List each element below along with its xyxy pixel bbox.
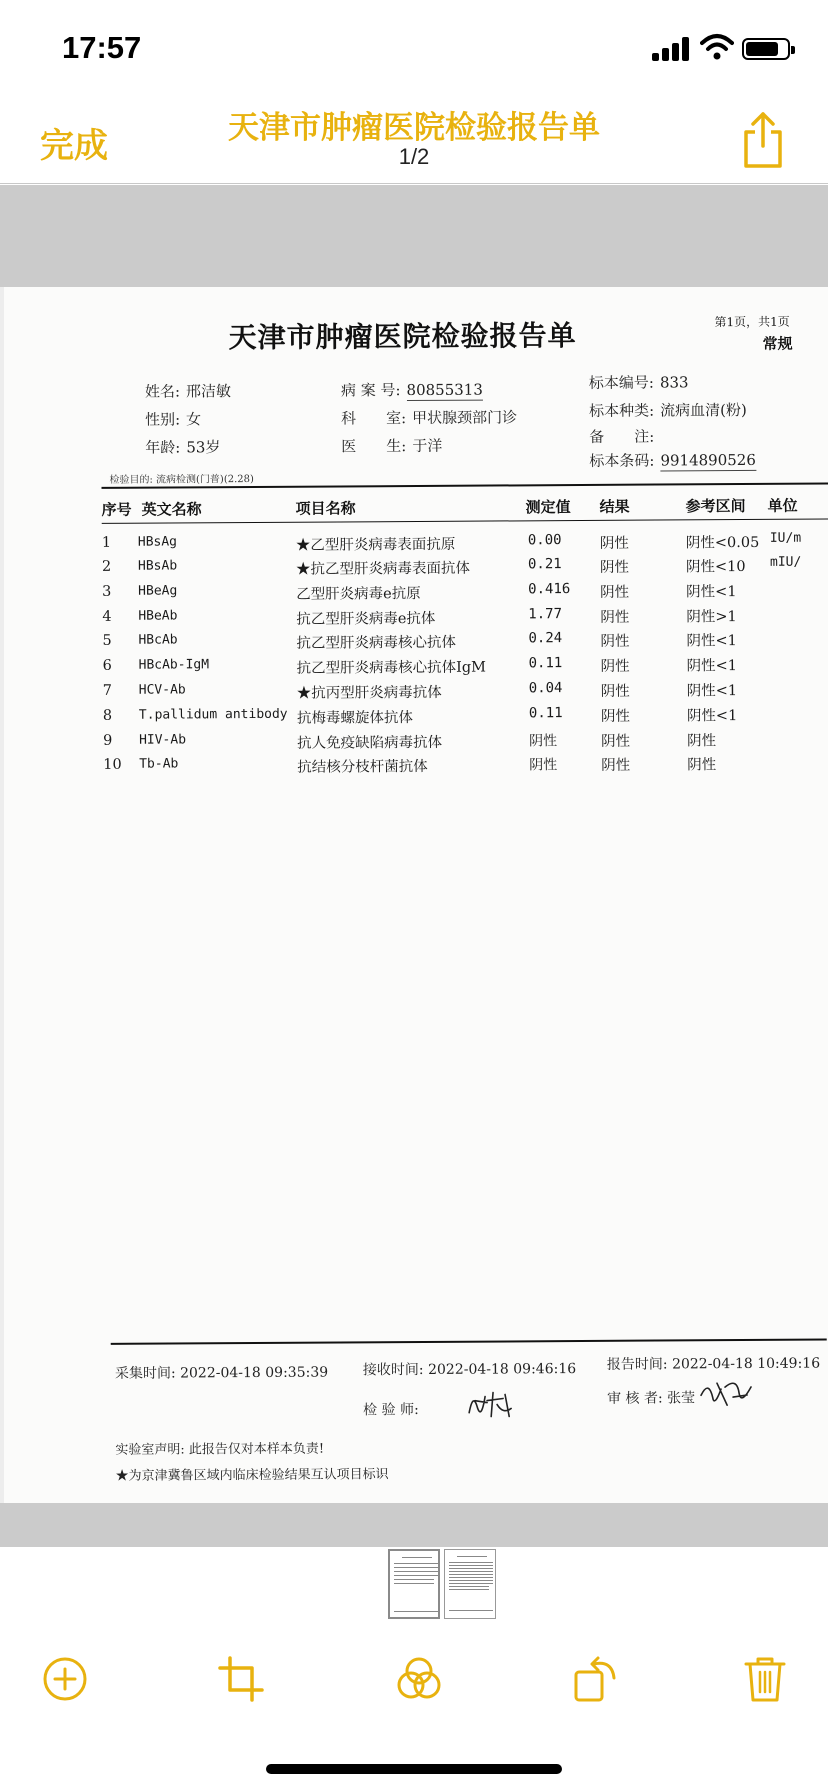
cellular-signal-icon	[652, 37, 690, 61]
trash-icon[interactable]	[740, 1654, 790, 1704]
record-number: 病 案 号: 80855313	[340, 380, 483, 400]
table-row: 6 HBcAb-IgM 抗乙型肝炎病毒核心抗体IgM 0.11 阴性 阴性<1	[102, 655, 738, 677]
status-time: 17:57	[62, 30, 142, 65]
reviewer-signature	[697, 1375, 757, 1409]
battery-icon	[742, 38, 790, 60]
remark: 备 注:	[589, 427, 655, 446]
share-icon[interactable]	[738, 110, 788, 170]
test-purpose: 检验目的: 流病检测(门普)(2.28)	[109, 473, 254, 486]
patient-name: 姓名: 邢洁敏	[144, 382, 232, 401]
rotate-icon[interactable]	[572, 1654, 622, 1704]
col-english: 英文名称	[141, 500, 202, 519]
table-row: 1 HBsAg ★乙型肝炎病毒表面抗原 0.00 阴性 阴性<0.05 IU/m	[101, 530, 802, 554]
bottom-toolbar	[0, 1640, 828, 1720]
col-seq: 序号	[101, 500, 132, 519]
table-row: 2 HBsAb ★抗乙型肝炎病毒表面抗体 0.21 阴性 阴性<10 mIU/	[101, 554, 802, 578]
sample-type: 标本种类: 流病血清(粉)	[588, 400, 747, 420]
report-page	[0, 287, 828, 1503]
col-item: 项目名称	[295, 499, 356, 518]
thumbnail-page-1[interactable]	[388, 1549, 440, 1619]
wifi-icon	[700, 33, 734, 61]
department: 科 室: 甲状腺颈部门诊	[341, 408, 518, 428]
footer-rule	[111, 1339, 827, 1345]
patient-age: 年龄: 53岁	[145, 438, 221, 457]
status-bar	[0, 0, 828, 100]
table-row: 8 T.pallidum antibody 抗梅毒螺旋体抗体 0.11 阴性 阴性<1	[102, 705, 738, 727]
header-rule-bottom	[102, 518, 828, 523]
page-count: 第1页，共1页	[714, 314, 790, 330]
col-unit: 单位	[767, 496, 798, 515]
receive-time: 接收时间: 2022-04-18 09:46:16	[362, 1361, 577, 1379]
tester-signature	[463, 1386, 523, 1420]
table-row: 3 HBeAg 乙型肝炎病毒e抗原 0.416 阴性 阴性<1	[102, 581, 737, 603]
table-row: 7 HCV-Ab ★抗丙型肝炎病毒抗体 0.04 阴性 阴性<1	[102, 680, 738, 702]
sample-number: 标本编号: 833	[588, 373, 689, 392]
patient-gender: 性别: 女	[145, 410, 202, 429]
report-title: 天津市肿瘤医院检验报告单	[228, 319, 577, 355]
thumbnail-page-2[interactable]	[444, 1549, 496, 1619]
report-type: 常规	[762, 334, 793, 353]
home-indicator[interactable]	[266, 1764, 562, 1774]
reviewer-label: 审 核 者: 张莹	[607, 1390, 696, 1407]
tester-label: 检 验 师:	[363, 1402, 419, 1419]
doctor: 医 生: 于洋	[341, 436, 443, 456]
add-circle-icon[interactable]	[40, 1654, 90, 1704]
nav-bar	[0, 100, 828, 184]
table-row: 4 HBeAb 抗乙型肝炎病毒e抗体 1.77 阴性 阴性>1	[102, 606, 737, 628]
lab-statement: 实验室声明: 此报告仅对本样本负责!	[115, 1441, 325, 1458]
page-indicator: 1/2	[398, 144, 430, 169]
table-row: 5 HBcAb 抗乙型肝炎病毒核心抗体 0.24 阴性 阴性<1	[102, 630, 737, 652]
document-viewer[interactable]	[0, 185, 828, 1547]
color-filter-icon[interactable]	[394, 1654, 444, 1704]
crop-icon[interactable]	[216, 1654, 266, 1704]
col-result: 结果	[599, 497, 630, 516]
sample-barcode: 标本条码: 9914890526	[589, 450, 756, 470]
collect-time: 采集时间: 2022-04-18 09:35:39	[114, 1364, 329, 1382]
col-value: 测定值	[525, 498, 571, 517]
page-thumbnails	[0, 1547, 828, 1617]
done-button[interactable]: 完成	[40, 118, 108, 167]
document-title: 天津市肿瘤医院检验报告单	[228, 110, 600, 146]
col-reference: 参考区间	[685, 496, 746, 516]
table-row: 10 Tb-Ab 抗结核分枝杆菌抗体 阴性 阴性 阴性	[103, 756, 717, 776]
table-row: 9 HIV-Ab 抗人免疫缺陷病毒抗体 阴性 阴性 阴性	[103, 732, 717, 752]
mutual-recognition-note: ★为京津冀鲁区域内临床检验结果互认项目标识	[115, 1467, 389, 1484]
report-time: 报告时间: 2022-04-18 10:49:16	[606, 1355, 821, 1373]
